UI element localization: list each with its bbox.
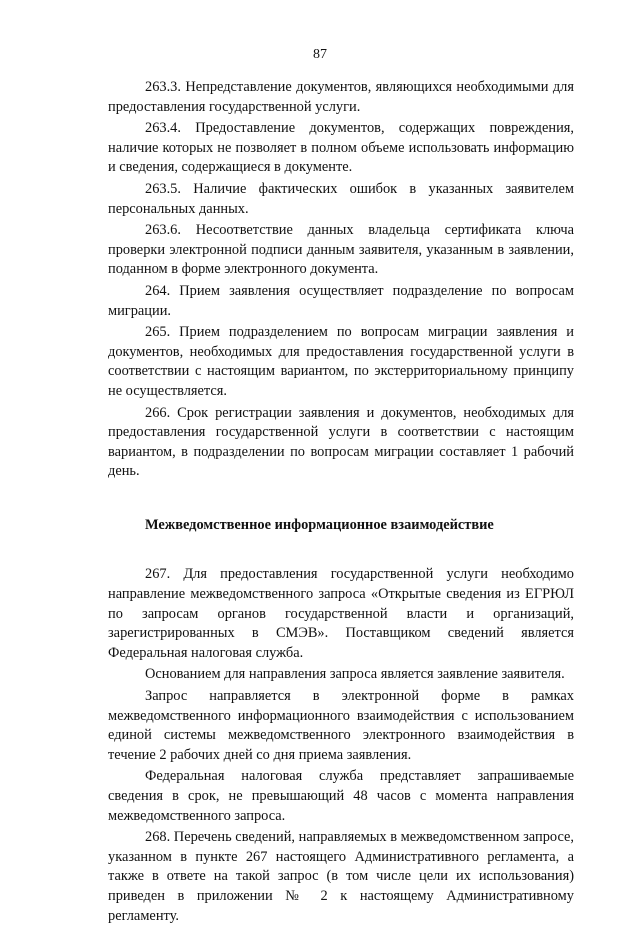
paragraph-268: 268. Перечень сведений, направляемых в межведомственном запросе, указанном в пункте 267 настоящего Административного регламента, а также в ответе на такой запрос (в том числе цели их использования) приведен в приложении № 2 к настоящему Административному регламенту. <box>108 829 574 924</box>
paragraph-263-6: 263.6. Несоответствие данных владельца сертификата ключа проверки электронной подписи данным заявителя, указанным в заявлении, поданном в форме электронного документа. <box>108 222 574 278</box>
paragraph-264: 264. Прием заявления осуществляет подразделение по вопросам миграции. <box>108 282 574 319</box>
page-number: 87 <box>313 47 327 62</box>
section-title: Межведомственное информационное взаимодействие <box>145 516 494 533</box>
paragraph-263-3: 263.3. Непредставление документов, являющихся необходимыми для предоставления государственной услуги. <box>108 79 574 115</box>
paragraph-266: 266. Срок регистрации заявления и документов, необходимых для предоставления государственной услуги в соответствии с настоящим вариантом, в подразделении по вопросам миграции составляет 1 рабочий день. <box>108 404 574 480</box>
document-body <box>108 78 574 926</box>
paragraph-request-sending: Запрос направляется в электронной форме в рамках межведомственного информационного взаимодействия с использованием единой системы межведомственного электронного взаимодействия в течение 2 рабочих дней со дня приема заявления. <box>108 688 574 763</box>
paragraph-response-term: Федеральная налоговая служба представляет запрашиваемые сведения в срок, не превышающий 48 часов с момента направления межведомственного запроса. <box>108 768 574 824</box>
paragraph-265: 265. Прием подразделением по вопросам миграции заявления и документов, необходимых для предоставления государственной услуги в соответствии с настоящим вариантом, по экстерриториальному принципу не осуществляется. <box>108 324 574 399</box>
paragraph-263-5: 263.5. Наличие фактических ошибок в указанных заявителем персональных данных. <box>108 180 574 217</box>
paragraph-267: 267. Для предоставления государственной услуги необходимо направление межведомственного запроса «Открытые сведения из ЕГРЮЛ по запросам органов государственной власти и организаций, зарегистрированных в СМЭВ». Поставщиком сведений является Федеральная налоговая служба. <box>108 566 574 661</box>
paragraph-263-4: 263.4. Предоставление документов, содержащих повреждения, наличие которых не позволяет в полном объеме использовать информацию и сведения, содержащиеся в документе. <box>108 120 574 176</box>
paragraph-request-basis: Основанием для направления запроса является заявление заявителя. <box>145 666 565 683</box>
